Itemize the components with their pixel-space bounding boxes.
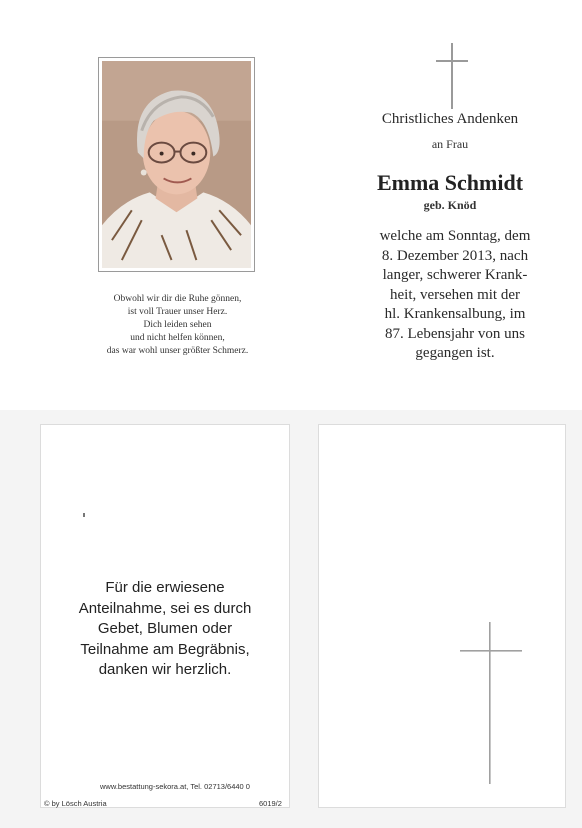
memorial-text-line: welche am Sonntag, dem (379, 228, 531, 244)
birth-name: geb. Knöd (423, 198, 477, 212)
poem-line: das war wohl unser größter Schmerz. (106, 346, 249, 356)
thanks-line: Teilnahme am Begräbnis, (80, 640, 250, 658)
cross-card (318, 424, 566, 808)
poem-line: Dich leiden sehen (143, 320, 212, 330)
print-speck (83, 513, 85, 517)
footer-copyright: © by Lösch Austria (44, 799, 107, 808)
memorial-text (350, 227, 560, 364)
portrait-photo (98, 57, 255, 272)
footer-url: www.bestattung-sekora.at, Tel. 02713/6440 0 (100, 782, 250, 791)
memorial-text-line: gegangen ist. (415, 345, 495, 361)
thanks-line: danken wir herzlich. (98, 661, 232, 678)
memorial-text-line: heit, versehen mit der (390, 286, 520, 303)
portrait-image (102, 61, 251, 268)
memorial-poem (60, 293, 295, 358)
deceased-name: Emma Schmidt (376, 170, 524, 195)
thanks-text (60, 578, 270, 681)
poem-line: ist voll Trauer unser Herz. (127, 307, 228, 317)
poem-line: Obwohl wir dir die Ruhe gönnen, (113, 294, 242, 304)
memorial-text-line: 8. Dezember 2013, nach (381, 247, 529, 264)
memorial-heading: Christliches Andenken (381, 111, 519, 127)
salutation: an Frau (431, 137, 469, 151)
memorial-text-line: hl. Krankensalbung, im (384, 306, 526, 322)
thanks-line: Gebet, Blumen oder (97, 620, 233, 637)
thanks-line: Anteilnahme, sei es durch (78, 599, 252, 617)
memorial-text-line: 87. Lebensjahr von uns (385, 325, 525, 342)
poem-line: und nicht helfen können, (130, 333, 225, 343)
memorial-text-line: langer, schwerer Krank- (382, 267, 528, 283)
footer-code: 6019/2 (259, 799, 282, 808)
cross-icon (436, 43, 468, 109)
thanks-line: Für die erwiesene (105, 579, 225, 596)
cross-large-icon (460, 622, 522, 784)
